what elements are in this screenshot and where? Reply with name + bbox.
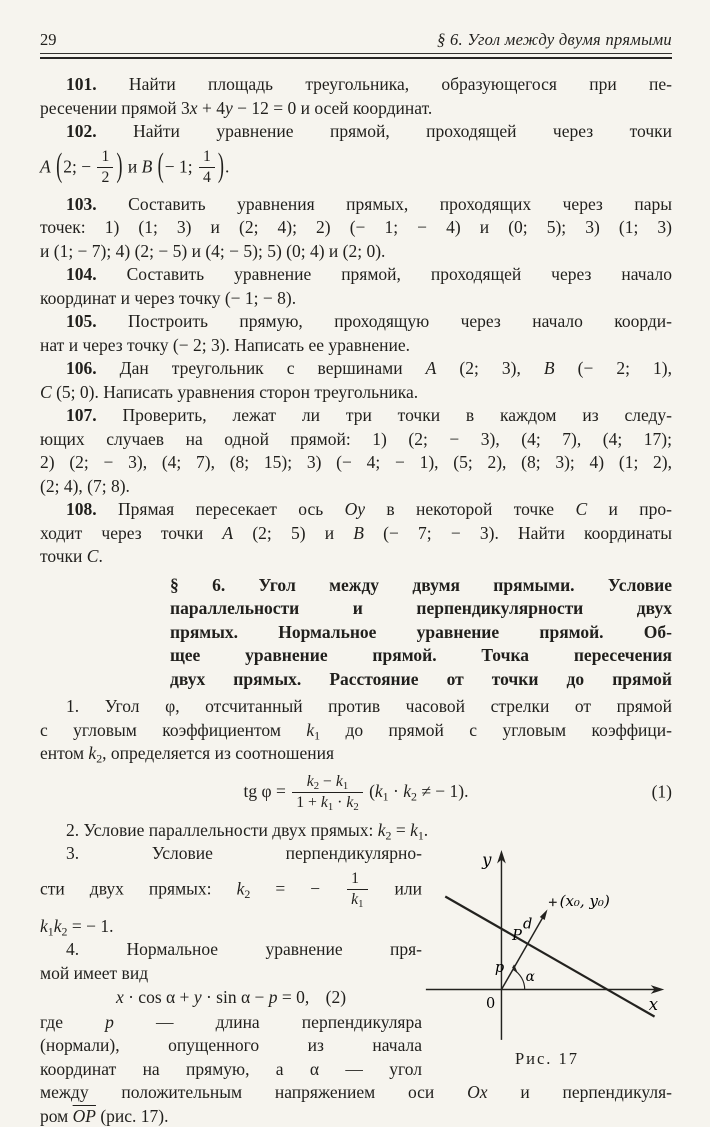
text-line: 105. Построить прямую, проходящую через начало коорди-: [66, 311, 672, 332]
equation-1: [40, 766, 672, 819]
text-line: 102. Найти уравнение прямой, проходящей через точки: [66, 121, 672, 141]
equation-1-number: (1): [651, 781, 672, 802]
main-line: [445, 897, 654, 1017]
heading-line: параллельности и перпендикулярности двух: [170, 598, 672, 619]
origin-label: 0: [485, 996, 496, 1013]
text-line: 103. Составить уравнения прямых, проходящих через пары: [66, 193, 672, 214]
heading-line: двух прямых. Расстояние от точки до прямой: [170, 668, 672, 689]
text-line: 2) (2; − 3), (4; 7), (8; 15); 3) (− 4; − 1), (5; 2), (8; 3); 4) (1; 2),: [40, 452, 672, 473]
point-marker-icon: [549, 899, 557, 907]
text-line: 106. Дан треугольник с вершинами A (2; 3), B (− 2; 1),: [66, 358, 672, 379]
problem-105: [40, 310, 672, 357]
page-body: [40, 73, 672, 1127]
figure-17-drawing: [422, 842, 672, 1044]
section-heading: [170, 574, 672, 692]
text-line: ресечении прямой 3x + 4y − 12 = 0 и осей координат.: [40, 97, 433, 118]
text-line: 108. Прямая пересекает ось Oy в некоторой точке C и про-: [66, 499, 672, 520]
text-line: 4. Нормальное уравнение пря-: [66, 939, 422, 960]
running-head: § 6. Угол между двумя прямыми: [436, 30, 672, 49]
text-line: точки C.: [40, 546, 103, 567]
rule-item-1: [40, 695, 672, 819]
ray-arrow-icon: [540, 910, 548, 921]
equation-1-body: tg φ = $\frac{k_2 - k_1}{1 + k_1 \cdot k_2}$ ($k_1 \cdot k_2$ ≠ − 1).: [243, 772, 469, 814]
header-rule: [40, 53, 672, 59]
figure-caption: Рис. 17: [514, 1049, 580, 1069]
text-line: A (2; − $\frac{1}{2}$ ) и B (− 1; $\frac{1}{4}$ ).: [40, 146, 230, 187]
distance-label: d: [522, 916, 533, 933]
text-line: 104. Составить уравнение прямой, проходящей через начало: [66, 264, 672, 285]
text-line: 101. Найти площадь треугольника, образующегося при пе-: [66, 74, 672, 94]
two-column-block: [40, 842, 672, 1081]
text-line: 3. Условие перпендикулярно-: [66, 843, 422, 864]
angle-label: α: [525, 968, 535, 985]
text-line: где p — длина перпендикуляра: [40, 1011, 422, 1032]
equation-2: [40, 985, 422, 1011]
heading-line: щее уравнение прямой. Точка пересечения: [170, 645, 672, 666]
problem-101: [40, 73, 672, 120]
text-line: 107. Проверить, лежат ли три точки в каждом из следу-: [66, 405, 672, 426]
text-line: 2. Условие параллельности двух прямых: $k_2 = k_1$.: [66, 819, 429, 842]
text-line: мой имеет вид: [40, 962, 149, 983]
text-line: координат на прямую, а α — угол: [40, 1058, 422, 1079]
text-line: $k_1k_2$ = − 1.: [40, 915, 114, 939]
rule-item-2: [40, 819, 672, 843]
text-line: сти двух прямых: $k_2$ = − $\frac{1}{k_1}$ или: [40, 869, 422, 911]
text-line: 1. Угол φ, отсчитанный против часовой стрелки от прямой: [66, 696, 672, 717]
equation-2-number: (2): [325, 987, 347, 1008]
problem-103: [40, 193, 672, 264]
text-line: нат и через точку (− 2; 3). Написать ее уравнение.: [40, 334, 410, 355]
page-number: 29: [40, 30, 57, 49]
x-axis-label: x: [648, 994, 659, 1014]
text-line: и (1; − 7); 4) (2; − 5) и (4; − 5); 5) (0; 4) и (2; 0).: [40, 240, 386, 261]
text-line: ходит через точки A (2; 5) и B (− 7; − 3). Найти координаты: [40, 522, 673, 543]
text-line: точек: 1) (1; 3) и (2; 4); 2) (− 1; − 4) и (0; 5); 3) (1; 3): [40, 217, 672, 238]
point-label: (x₀, y₀): [559, 892, 610, 911]
problem-104: [40, 263, 672, 310]
text-line: с угловым коэффициентом $k_1$ до прямой с угловым коэффици-: [40, 719, 672, 742]
page-header: [40, 30, 672, 50]
left-column: [40, 842, 422, 1081]
text-line: (нормали), опущенного из начала: [40, 1035, 422, 1056]
figure-column: [422, 842, 672, 1071]
text-line: ром $\overline{OP}$ (рис. 17).: [40, 1105, 169, 1126]
p-length-label: p: [494, 960, 505, 977]
equation-2-body: x · cos α + y · sin α − p = 0,: [115, 987, 310, 1008]
problem-107: [40, 404, 672, 498]
heading-line: прямых. Нормальное уравнение прямой. Об-: [170, 621, 672, 642]
heading-line: § 6. Угол между двумя прямыми. Условие: [170, 574, 672, 595]
text-line: ющих случаев на одной прямой: 1) (2; − 3), (4; 7), (4; 17);: [40, 428, 672, 449]
p-foot-label: P: [512, 928, 522, 945]
y-axis-label: y: [482, 850, 492, 870]
text-line: между положительным напряжением оси Ox и перпендикуля-: [40, 1082, 672, 1103]
problem-102: [40, 120, 672, 193]
text-line: координат и через точку (− 1; − 8).: [40, 287, 297, 308]
text-line: (2; 4), (7; 8).: [40, 475, 130, 496]
problem-106: [40, 357, 672, 404]
text-line: C (5; 0). Написать уравнения сторон треугольника.: [40, 381, 419, 402]
problem-108: [40, 498, 672, 569]
figure-17: [422, 842, 672, 1044]
tail-paragraph: [40, 1081, 672, 1127]
angle-arc: [513, 969, 525, 989]
text-line: ентом $k_2$, определяется из соотношения: [40, 743, 335, 766]
